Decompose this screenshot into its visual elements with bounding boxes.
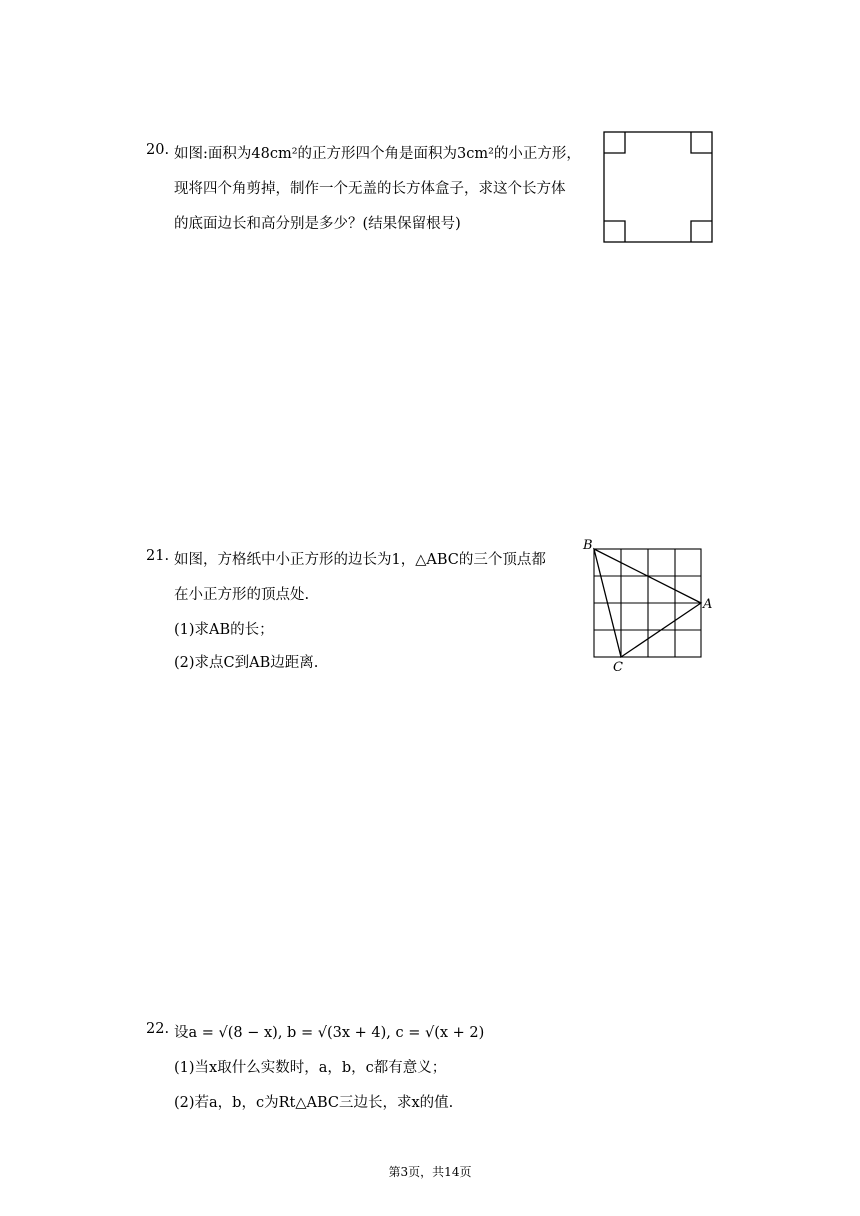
question-text-line: (1)当x取什么实数时，a，b，c都有意义； <box>174 1060 447 1076</box>
question-text-line: 现将四个角剪掉，制作一个无盖的长方体盒子，求这个长方体 <box>174 181 566 197</box>
question-text-line: 如图，方格纸中小正方形的边长为1，△ABC的三个顶点都 <box>174 552 546 568</box>
question-text-line: 设a = √(8 − x), b = √(3x + 4), c = √(x + 2) <box>174 1025 485 1041</box>
corner-square-bottom-left <box>604 221 625 242</box>
question-text-line: 在小正方形的顶点处. <box>174 587 310 603</box>
question-number: 20. <box>146 142 170 158</box>
vertex-label-a: A <box>703 597 713 612</box>
vertex-label-b: B <box>583 538 593 553</box>
question-number: 22. <box>146 1021 170 1037</box>
question-text-line: (1)求AB的长； <box>174 622 274 638</box>
question-text-line: 的底面边长和高分别是多少？(结果保留根号) <box>174 216 461 232</box>
large-square <box>604 132 712 242</box>
corner-square-top-left <box>604 132 625 153</box>
question-text-line: 如图:面积为48cm²的正方形四个角是面积为3cm²的小正方形， <box>174 146 581 162</box>
grid-triangle-figure <box>580 536 720 676</box>
corner-square-top-right <box>691 132 712 153</box>
grid <box>594 549 701 657</box>
question-text-line: (2)求点C到AB边距离. <box>174 655 319 671</box>
square-corners-figure <box>602 130 714 244</box>
vertex-label-c: C <box>613 660 623 675</box>
question-number: 21. <box>146 548 170 564</box>
corner-square-bottom-right <box>691 221 712 242</box>
page-footer: 第3页，共14页 <box>388 1165 472 1179</box>
question-text-line: (2)若a，b，c为Rt△ABC三边长，求x的值. <box>174 1095 454 1111</box>
